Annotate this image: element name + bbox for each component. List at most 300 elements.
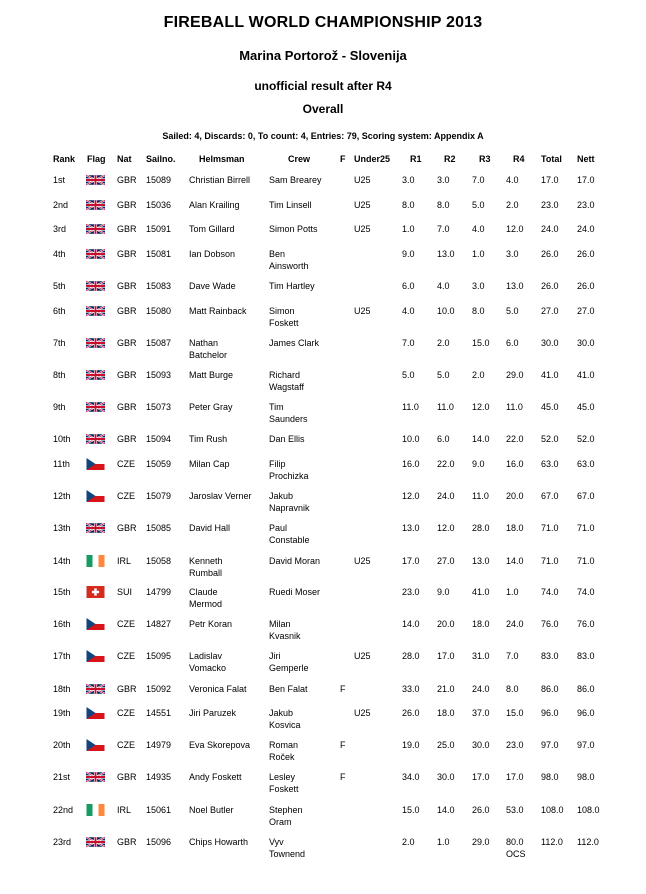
r2-cell: 8.0: [437, 200, 450, 210]
helmsman-cell: Kenneth: [189, 556, 223, 566]
helmsman-cell: Ian Dobson: [189, 249, 236, 259]
r1-cell: 13.0: [402, 523, 420, 533]
page-title: FIREBALL WORLD CHAMPIONSHIP 2013: [163, 14, 483, 31]
r4-cell: 20.0: [506, 491, 524, 501]
total-cell: 71.0: [541, 556, 559, 566]
r1-cell: 11.0: [402, 402, 419, 412]
r3-cell: 5.0: [472, 200, 485, 210]
total-cell: 24.0: [541, 224, 559, 234]
r4-cell: 80.0: [506, 837, 524, 847]
crew-cell: Ben: [269, 249, 286, 259]
r3-cell: 30.0: [472, 740, 490, 750]
sailno-cell: 15096: [146, 837, 172, 847]
r4-cell: 7.0: [506, 651, 519, 661]
rank-cell: 5th: [53, 281, 66, 291]
female-cell: F: [340, 772, 346, 782]
rank-cell: 8th: [53, 370, 66, 380]
r2-cell: 5.0: [437, 370, 450, 380]
r2-cell: 14.0: [437, 805, 455, 815]
helmsman-cell: Chips Howarth: [189, 837, 249, 847]
nett-cell: 45.0: [577, 402, 595, 412]
total-cell: 112.0: [541, 837, 563, 847]
nat-cell: GBR: [117, 200, 137, 210]
under25-cell: U25: [354, 200, 371, 210]
nat-cell: CZE: [117, 459, 135, 469]
crew-cell: Simon: [269, 306, 295, 316]
r2-cell: 18.0: [437, 708, 455, 718]
rank-cell: 19th: [53, 708, 71, 718]
rank-cell: 2nd: [53, 200, 69, 210]
crew-cell: Foskett: [269, 783, 299, 794]
rank-cell: 17th: [53, 651, 71, 661]
under25-cell: U25: [354, 651, 371, 661]
r1-cell: 33.0: [402, 684, 420, 694]
nett-cell: 83.0: [577, 651, 595, 661]
crew-cell: Wagstaff: [269, 381, 305, 392]
r2-cell: 25.0: [437, 740, 455, 750]
crew-cell: Filip: [269, 459, 286, 469]
sailno-cell: 15091: [146, 224, 172, 234]
r4-cell: 17.0: [506, 772, 524, 782]
sailno-cell: 14935: [146, 772, 172, 782]
nett-cell: 52.0: [577, 434, 595, 444]
r4-cell: 2.0: [506, 200, 519, 210]
r1-cell: 34.0: [402, 772, 420, 782]
crew-cell: Kvasnik: [269, 630, 301, 641]
helmsman-cell: Eva Skorepova: [189, 740, 251, 750]
nat-cell: GBR: [117, 224, 137, 234]
r3-cell: 24.0: [472, 684, 490, 694]
col-r1: R1: [410, 154, 422, 164]
r4-cell: 11.0: [506, 402, 523, 412]
r1-cell: 17.0: [402, 556, 420, 566]
sailno-cell: 15061: [146, 805, 172, 815]
nat-cell: SUI: [117, 587, 133, 597]
r3-cell: 41.0: [472, 587, 490, 597]
total-cell: 23.0: [541, 200, 559, 210]
r2-cell: 2.0: [437, 338, 450, 348]
crew-cell: Dan Ellis: [269, 434, 305, 444]
r1-cell: 5.0: [402, 370, 415, 380]
helmsman-cell: Veronica Falat: [189, 684, 247, 694]
rank-cell: 21st: [53, 772, 71, 782]
r4-cell: 15.0: [506, 708, 524, 718]
r3-cell: 18.0: [472, 619, 490, 629]
r3-cell: 4.0: [472, 224, 485, 234]
nat-cell: GBR: [117, 306, 137, 316]
rank-cell: 6th: [53, 306, 66, 316]
total-cell: 96.0: [541, 708, 559, 718]
r3-cell: 3.0: [472, 281, 485, 291]
sailno-cell: 15085: [146, 523, 172, 533]
r4-cell: OCS: [506, 848, 526, 859]
nett-cell: 76.0: [577, 619, 595, 629]
cze-flag-icon: [86, 458, 105, 470]
r3-cell: 9.0: [472, 459, 485, 469]
r2-cell: 17.0: [437, 651, 455, 661]
sailno-cell: 15094: [146, 434, 172, 444]
nett-cell: 67.0: [577, 491, 595, 501]
helmsman-cell: Vomacko: [189, 662, 227, 673]
col-crew: Crew: [288, 154, 311, 164]
r2-cell: 11.0: [437, 402, 454, 412]
r4-cell: 23.0: [506, 740, 524, 750]
gbr-flag-icon: [86, 433, 105, 445]
gbr-flag-icon: [86, 174, 105, 186]
crew-cell: Jakub: [269, 708, 294, 718]
helmsman-cell: Claude: [189, 587, 218, 597]
under25-cell: U25: [354, 175, 371, 185]
rank-cell: 15th: [53, 587, 71, 597]
crew-cell: Roman: [269, 740, 299, 750]
r3-cell: 2.0: [472, 370, 485, 380]
r4-cell: 53.0: [506, 805, 524, 815]
r4-cell: 6.0: [506, 338, 519, 348]
r4-cell: 22.0: [506, 434, 524, 444]
crew-cell: Roček: [269, 751, 295, 762]
under25-cell: U25: [354, 708, 371, 718]
total-cell: 52.0: [541, 434, 559, 444]
nat-cell: GBR: [117, 249, 137, 259]
total-cell: 26.0: [541, 249, 559, 259]
rank-cell: 11th: [53, 459, 70, 469]
total-cell: 83.0: [541, 651, 559, 661]
sailno-cell: 15089: [146, 175, 172, 185]
venue-subtitle: Marina Portorož - Slovenija: [239, 48, 407, 63]
sailno-cell: 15093: [146, 370, 172, 380]
irl-flag-icon: [86, 804, 105, 816]
r3-cell: 15.0: [472, 338, 490, 348]
helmsman-cell: Tom Gillard: [189, 224, 235, 234]
r2-cell: 24.0: [437, 491, 455, 501]
r2-cell: 7.0: [437, 224, 450, 234]
r2-cell: 6.0: [437, 434, 450, 444]
rank-cell: 4th: [53, 249, 66, 259]
sailno-cell: 15058: [146, 556, 172, 566]
col-f: F: [340, 154, 346, 164]
r1-cell: 9.0: [402, 249, 415, 259]
gbr-flag-icon: [86, 305, 105, 317]
r3-cell: 8.0: [472, 306, 485, 316]
helmsman-cell: Alan Krailing: [189, 200, 240, 210]
r1-cell: 12.0: [402, 491, 420, 501]
gbr-flag-icon: [86, 771, 105, 783]
col-r3: R3: [479, 154, 491, 164]
total-cell: 74.0: [541, 587, 559, 597]
r4-cell: 16.0: [506, 459, 524, 469]
r1-cell: 1.0: [402, 224, 415, 234]
nat-cell: CZE: [117, 740, 135, 750]
total-cell: 97.0: [541, 740, 559, 750]
nat-cell: IRL: [117, 556, 132, 566]
nat-cell: GBR: [117, 281, 137, 291]
rank-cell: 12th: [53, 491, 71, 501]
rank-cell: 10th: [53, 434, 71, 444]
sailno-cell: 15083: [146, 281, 172, 291]
total-cell: 76.0: [541, 619, 559, 629]
crew-cell: Tim Linsell: [269, 200, 312, 210]
total-cell: 71.0: [541, 523, 559, 533]
helmsman-cell: Mermod: [189, 598, 223, 609]
crew-cell: Kosvica: [269, 719, 301, 730]
helmsman-cell: Jaroslav Verner: [189, 491, 252, 501]
helmsman-cell: Matt Rainback: [189, 306, 247, 316]
nett-cell: 26.0: [577, 281, 595, 291]
helmsman-cell: Noel Butler: [189, 805, 234, 815]
r1-cell: 16.0: [402, 459, 420, 469]
helmsman-cell: Andy Foskett: [189, 772, 242, 782]
nett-cell: 112.0: [577, 837, 599, 847]
r4-cell: 14.0: [506, 556, 524, 566]
nat-cell: GBR: [117, 175, 137, 185]
rank-cell: 3rd: [53, 224, 67, 234]
helmsman-cell: Christian Birrell: [189, 175, 251, 185]
nett-cell: 108.0: [577, 805, 600, 815]
sailno-cell: 15095: [146, 651, 172, 661]
crew-cell: Saunders: [269, 413, 308, 424]
r2-cell: 21.0: [437, 684, 455, 694]
r1-cell: 15.0: [402, 805, 420, 815]
r4-cell: 8.0: [506, 684, 519, 694]
crew-cell: David Moran: [269, 556, 321, 566]
r1-cell: 4.0: [402, 306, 415, 316]
irl-flag-icon: [86, 555, 105, 567]
r3-cell: 12.0: [472, 402, 490, 412]
nat-cell: CZE: [117, 651, 135, 661]
r1-cell: 7.0: [402, 338, 415, 348]
gbr-flag-icon: [86, 248, 105, 260]
nat-cell: CZE: [117, 619, 135, 629]
total-cell: 30.0: [541, 338, 559, 348]
r1-cell: 19.0: [402, 740, 420, 750]
result-status: unofficial result after R4: [254, 79, 392, 93]
under25-cell: U25: [354, 306, 371, 316]
col-nat: Nat: [117, 154, 132, 164]
r1-cell: 10.0: [402, 434, 420, 444]
r1-cell: 3.0: [402, 175, 415, 185]
crew-cell: Stephen: [269, 805, 303, 815]
crew-cell: Sam Brearey: [269, 175, 322, 185]
rank-cell: 13th: [53, 523, 71, 533]
total-cell: 63.0: [541, 459, 559, 469]
crew-cell: Ainsworth: [269, 260, 309, 271]
crew-cell: Constable: [269, 534, 310, 545]
crew-cell: Tim: [269, 402, 284, 412]
crew-cell: Milan: [269, 619, 291, 629]
rank-cell: 9th: [53, 402, 66, 412]
sailno-cell: 15081: [146, 249, 172, 259]
col-sailno: Sailno.: [146, 154, 176, 164]
r2-cell: 22.0: [437, 459, 455, 469]
sailno-cell: 15059: [146, 459, 172, 469]
r2-cell: 13.0: [437, 249, 455, 259]
r1-cell: 14.0: [402, 619, 420, 629]
crew-cell: Jakub: [269, 491, 294, 501]
rank-cell: 1st: [53, 175, 66, 185]
col-under25: Under25: [354, 154, 391, 164]
cze-flag-icon: [86, 490, 105, 502]
rank-cell: 22nd: [53, 805, 74, 815]
nett-cell: 63.0: [577, 459, 595, 469]
scoring-summary: Sailed: 4, Discards: 0, To count: 4, Entries: 79, Scoring system: Appendix A: [162, 131, 484, 141]
r3-cell: 1.0: [472, 249, 485, 259]
crew-cell: Foskett: [269, 317, 299, 328]
nett-cell: 97.0: [577, 740, 595, 750]
cze-flag-icon: [86, 650, 105, 662]
helmsman-cell: Matt Burge: [189, 370, 234, 380]
nat-cell: GBR: [117, 434, 137, 444]
nett-cell: 74.0: [577, 587, 595, 597]
total-cell: 98.0: [541, 772, 559, 782]
helmsman-cell: Rumball: [189, 567, 223, 578]
r3-cell: 13.0: [472, 556, 490, 566]
gbr-flag-icon: [86, 401, 105, 413]
r1-cell: 2.0: [402, 837, 415, 847]
gbr-flag-icon: [86, 522, 105, 534]
helmsman-cell: Peter Gray: [189, 402, 233, 412]
nett-cell: 71.0: [577, 523, 595, 533]
crew-cell: Napravnik: [269, 502, 310, 513]
nat-cell: GBR: [117, 684, 137, 694]
r2-cell: 9.0: [437, 587, 450, 597]
nett-cell: 41.0: [577, 370, 595, 380]
col-total: Total: [541, 154, 562, 164]
rank-cell: 23rd: [53, 837, 72, 847]
sailno-cell: 15080: [146, 306, 172, 316]
rank-cell: 20th: [53, 740, 71, 750]
col-nett: Nett: [577, 154, 595, 164]
crew-cell: Ruedi Moser: [269, 587, 321, 597]
crew-cell: Jiri: [269, 651, 281, 661]
nett-cell: 23.0: [577, 200, 595, 210]
crew-cell: Vyv: [269, 837, 284, 847]
r1-cell: 23.0: [402, 587, 420, 597]
r2-cell: 20.0: [437, 619, 455, 629]
nat-cell: GBR: [117, 772, 137, 782]
rank-cell: 16th: [53, 619, 71, 629]
rank-cell: 14th: [53, 556, 71, 566]
nat-cell: GBR: [117, 837, 137, 847]
helmsman-cell: Ladislav: [189, 651, 223, 661]
nat-cell: GBR: [117, 523, 137, 533]
nett-cell: 96.0: [577, 708, 595, 718]
sailno-cell: 14827: [146, 619, 172, 629]
rank-cell: 18th: [53, 684, 71, 694]
nat-cell: GBR: [117, 370, 137, 380]
sui-flag-icon: [86, 586, 105, 598]
r1-cell: 8.0: [402, 200, 415, 210]
r4-cell: 12.0: [506, 224, 524, 234]
gbr-flag-icon: [86, 199, 105, 211]
under25-cell: U25: [354, 224, 371, 234]
female-cell: F: [340, 740, 346, 750]
gbr-flag-icon: [86, 223, 105, 235]
helmsman-cell: Nathan: [189, 338, 219, 348]
sailno-cell: 15092: [146, 684, 172, 694]
r4-cell: 18.0: [506, 523, 524, 533]
crew-cell: Prochizka: [269, 470, 309, 481]
gbr-flag-icon: [86, 836, 105, 848]
crew-cell: Gemperle: [269, 662, 309, 673]
nat-cell: CZE: [117, 491, 135, 501]
r4-cell: 24.0: [506, 619, 524, 629]
sailno-cell: 14799: [146, 587, 172, 597]
rank-cell: 7th: [53, 338, 66, 348]
nett-cell: 24.0: [577, 224, 595, 234]
nett-cell: 26.0: [577, 249, 595, 259]
crew-cell: Oram: [269, 816, 292, 827]
r3-cell: 11.0: [472, 491, 489, 501]
total-cell: 27.0: [541, 306, 559, 316]
r4-cell: 29.0: [506, 370, 524, 380]
r2-cell: 10.0: [437, 306, 455, 316]
helmsman-cell: Jiri Paruzek: [189, 708, 237, 718]
nett-cell: 71.0: [577, 556, 595, 566]
total-cell: 67.0: [541, 491, 559, 501]
nat-cell: CZE: [117, 708, 135, 718]
crew-cell: Townend: [269, 848, 306, 859]
r1-cell: 6.0: [402, 281, 415, 291]
helmsman-cell: Petr Koran: [189, 619, 233, 629]
category-label: Overall: [302, 102, 344, 116]
sailno-cell: 15036: [146, 200, 172, 210]
under25-cell: U25: [354, 556, 371, 566]
gbr-flag-icon: [86, 337, 105, 349]
cze-flag-icon: [86, 739, 105, 751]
r3-cell: 26.0: [472, 805, 490, 815]
total-cell: 26.0: [541, 281, 559, 291]
r3-cell: 14.0: [472, 434, 490, 444]
total-cell: 17.0: [541, 175, 559, 185]
col-helmsman: Helmsman: [199, 154, 245, 164]
r3-cell: 28.0: [472, 523, 490, 533]
r2-cell: 3.0: [437, 175, 450, 185]
r4-cell: 3.0: [506, 249, 519, 259]
col-flag: Flag: [87, 154, 106, 164]
col-r2: R2: [444, 154, 456, 164]
r4-cell: 1.0: [506, 587, 519, 597]
sailno-cell: 15073: [146, 402, 172, 412]
crew-cell: Richard: [269, 370, 301, 380]
r3-cell: 29.0: [472, 837, 490, 847]
helmsman-cell: Dave Wade: [189, 281, 236, 291]
crew-cell: Paul: [269, 523, 288, 533]
total-cell: 108.0: [541, 805, 564, 815]
cze-flag-icon: [86, 707, 105, 719]
nett-cell: 27.0: [577, 306, 595, 316]
nat-cell: IRL: [117, 805, 132, 815]
col-r4: R4: [513, 154, 525, 164]
cze-flag-icon: [86, 618, 105, 630]
nat-cell: GBR: [117, 338, 137, 348]
r2-cell: 27.0: [437, 556, 455, 566]
helmsman-cell: Batchelor: [189, 349, 228, 360]
sailno-cell: 15079: [146, 491, 172, 501]
r1-cell: 28.0: [402, 651, 420, 661]
nat-cell: GBR: [117, 402, 137, 412]
sailno-cell: 14979: [146, 740, 172, 750]
col-rank: Rank: [53, 154, 76, 164]
helmsman-cell: Milan Cap: [189, 459, 230, 469]
r2-cell: 12.0: [437, 523, 455, 533]
total-cell: 86.0: [541, 684, 559, 694]
nett-cell: 98.0: [577, 772, 595, 782]
crew-cell: Tim Hartley: [269, 281, 315, 291]
nett-cell: 17.0: [577, 175, 595, 185]
gbr-flag-icon: [86, 369, 105, 381]
r3-cell: 7.0: [472, 175, 485, 185]
gbr-flag-icon: [86, 683, 105, 695]
